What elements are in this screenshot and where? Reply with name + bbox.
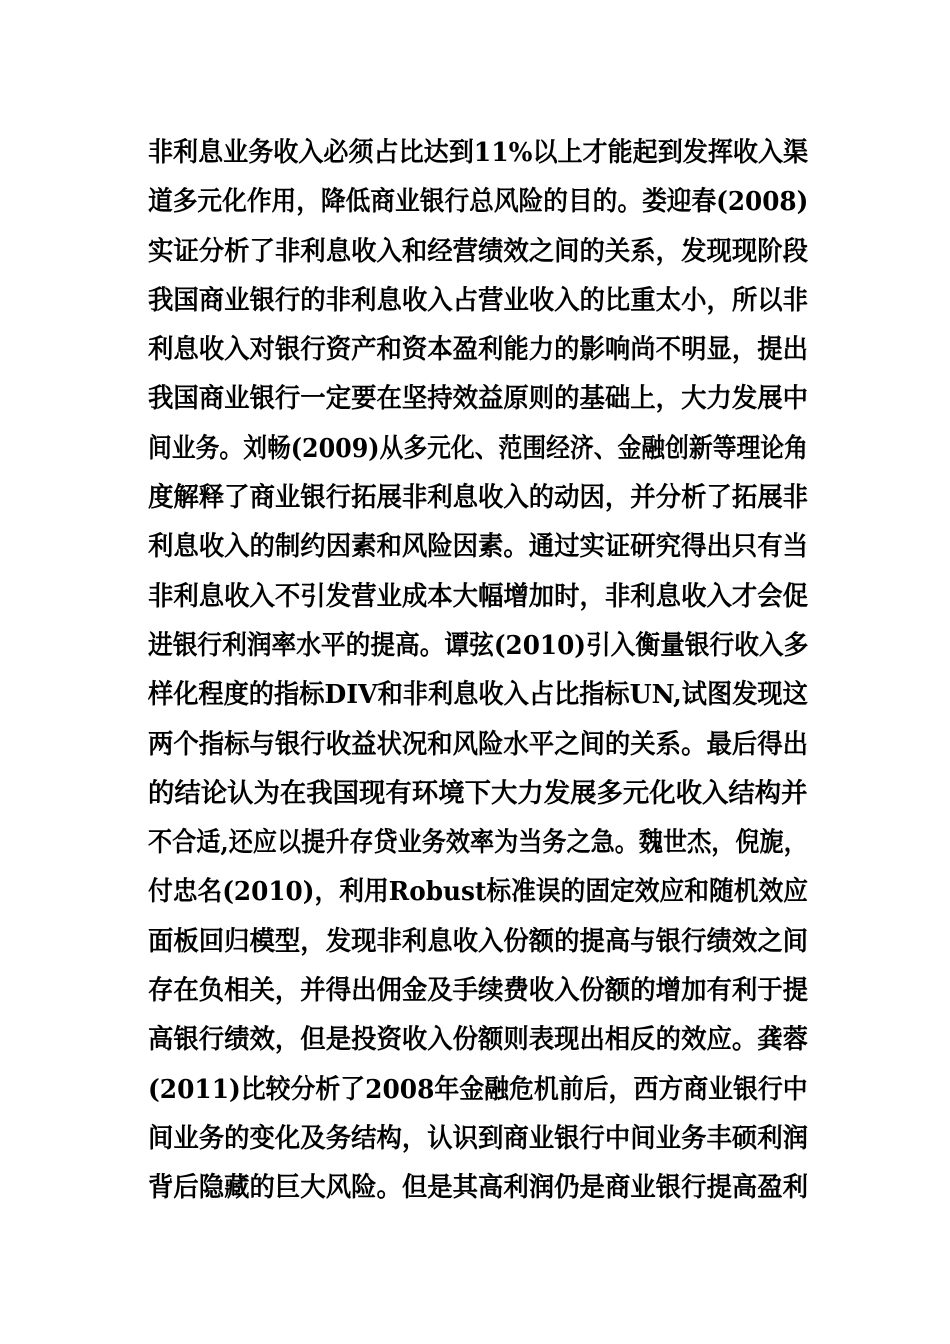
text-line: 高银行绩效，但是投资收入份额则表现出相反的效应。龚蓉 <box>148 1024 808 1056</box>
text-line: 利息收入对银行资产和资本盈利能力的影响尚不明显，提出 <box>148 334 808 366</box>
text-line: 付忠名(2010)，利用Robust标准误的固定效应和随机效应 <box>148 876 808 908</box>
text-line: 存在负相关，并得出佣金及手续费收入份额的增加有利于提 <box>148 975 808 1007</box>
text-line: 道多元化作用，降低商业银行总风险的目的。娄迎春(2008) <box>148 186 809 218</box>
text-line: 我国商业银行一定要在坚持效益原则的基础上，大力发展中 <box>148 383 808 415</box>
text-line: 非利息收入不引发营业成本大幅增加时，非利息收入才会促 <box>148 580 808 612</box>
text-line: 面板回归模型，发现非利息收入份额的提高与银行绩效之间 <box>148 925 808 957</box>
text-line: 利息收入的制约因素和风险因素。通过实证研究得出只有当 <box>148 531 808 563</box>
text-line: 间业务的变化及务结构，认识到商业银行中间业务丰硕利润 <box>148 1122 808 1154</box>
text-line: (2011)比较分析了2008年金融危机前后，西方商业银行中 <box>148 1073 808 1105</box>
text-line: 进银行利润率水平的提高。谭弦(2010)引入衡量银行收入多 <box>148 629 809 661</box>
body-paragraph <box>148 128 808 1213</box>
text-line: 间业务。刘畅(2009)从多元化、范围经济、金融创新等理论角 <box>148 432 808 464</box>
text-line: 背后隐藏的巨大风险。但是其高利润仍是商业银行提高盈利 <box>148 1172 808 1204</box>
text-line: 不合适,还应以提升存贷业务效率为当务之急。魏世杰，倪旎， <box>148 827 808 859</box>
text-line: 非利息业务收入必须占比达到11%以上才能起到发挥收入渠 <box>148 137 809 168</box>
text-line: 的结论认为在我国现有环境下大力发展多元化收入结构并 <box>148 777 808 809</box>
text-line: 实证分析了非利息收入和经营绩效之间的关系，发现现阶段 <box>148 235 808 267</box>
text-line: 度解释了商业银行拓展非利息收入的动因，并分析了拓展非 <box>148 482 808 514</box>
text-line: 两个指标与银行收益状况和风险水平之间的关系。最后得出 <box>148 728 808 760</box>
text-line: 我国商业银行的非利息收入占营业收入的比重太小，所以非 <box>148 284 808 316</box>
text-line: 样化程度的指标DIV和非利息收入占比指标UN,试图发现这 <box>148 679 808 711</box>
